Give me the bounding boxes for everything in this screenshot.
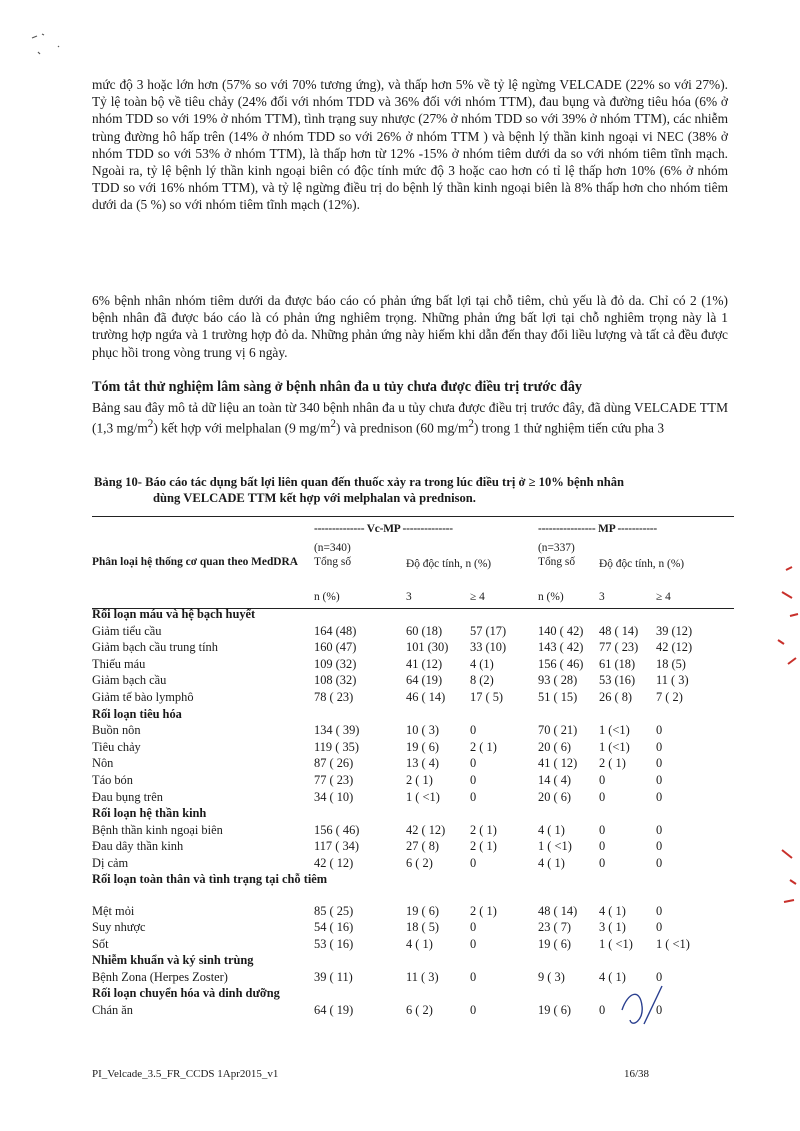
cell-mp-grade4: 0	[656, 839, 663, 854]
table-category-row	[92, 952, 752, 969]
cell-vc-grade3: 13 ( 4)	[406, 756, 440, 771]
handwritten-pen-mark	[618, 980, 678, 1040]
cell-mp-grade3: 0	[599, 839, 606, 854]
row-label: Mệt mỏi	[92, 903, 135, 918]
header-toxicity-vc: Độ độc tính, n (%)	[406, 558, 492, 570]
cell-vc-total: 64 ( 19)	[314, 1003, 354, 1018]
n-vc-mp: (n=340)	[314, 542, 351, 554]
cell-mp-total: 20 ( 6)	[538, 739, 572, 754]
cell-mp-total: 51 ( 15)	[538, 689, 578, 704]
cell-vc-total: 134 ( 39)	[314, 723, 360, 738]
cell-vc-total: 87 ( 26)	[314, 756, 354, 771]
row-label: Buồn nôn	[92, 723, 141, 738]
cell-mp-grade4: 0	[656, 789, 663, 804]
header-total-vc: Tổng số	[314, 556, 352, 568]
header-toxicity-mp: Độ độc tính, n (%)	[599, 558, 685, 570]
cell-mp-total: 41 ( 12)	[538, 756, 578, 771]
section-title: Tóm tắt thử nghiệm lâm sàng ở bệnh nhân đa u tủy chưa được điều trị trước đây	[92, 379, 583, 395]
scan-speck-mark	[28, 30, 68, 60]
row-label: Đau bụng trên	[92, 789, 163, 804]
cell-vc-grade3: 101 (30)	[406, 640, 449, 655]
cell-mp-total: 156 ( 46)	[538, 656, 584, 671]
table-row	[92, 789, 752, 806]
cell-vc-grade4: 4 (1)	[470, 656, 494, 671]
cell-vc-total: 108 (32)	[314, 673, 357, 688]
cell-mp-total: 143 ( 42)	[538, 640, 584, 655]
row-label: Táo bón	[92, 772, 133, 787]
cell-mp-grade3: 0	[599, 772, 606, 787]
cell-mp-grade4: 18 (5)	[656, 656, 686, 671]
cell-mp-grade3: 1 (<1)	[599, 723, 630, 738]
cell-mp-grade3: 77 ( 23)	[599, 640, 639, 655]
row-label: Thiếu máu	[92, 656, 146, 671]
cell-mp-total: 1 ( <1)	[538, 839, 572, 854]
cell-mp-total: 93 ( 28)	[538, 673, 578, 688]
cell-mp-grade3: 4 ( 1)	[599, 969, 626, 984]
cell-mp-grade3: 3 ( 1)	[599, 920, 626, 935]
red-stamp-fragment	[772, 560, 800, 680]
cell-vc-total: 156 ( 46)	[314, 822, 360, 837]
header-grade4-mp: ≥ 4	[656, 591, 671, 603]
paragraph-study-description: Bảng sau đây mô tả dữ liệu an toàn từ 340 bệnh nhân đa u tủy chưa được điều trị trước đây, đã dùng VELCADE TTM (1,3 $mg/m^2$) kết hợp với melphalan (9 $mg/m^2$) và prednison (60 $mg/m^2$) trong 1 thử nghiệm tiến cứu pha 3	[92, 400, 728, 436]
table-category-row	[92, 872, 752, 903]
cell-mp-grade4: 7 ( 2)	[656, 689, 683, 704]
n-mp: (n=337)	[538, 542, 575, 554]
cell-mp-total: 9 ( 3)	[538, 969, 565, 984]
category-label: Nhiễm khuẩn và ký sinh trùng	[92, 953, 254, 968]
cell-mp-grade3: 0	[599, 822, 606, 837]
cell-mp-grade4: 42 (12)	[656, 640, 693, 655]
cell-vc-grade3: 6 ( 2)	[406, 1003, 433, 1018]
cell-vc-total: 164 (48)	[314, 623, 357, 638]
category-label: Rối loạn máu và hệ bạch huyết	[92, 607, 256, 621]
category-label: Rối loạn tiêu hóa	[92, 706, 182, 721]
cell-mp-grade3: 0	[599, 1003, 606, 1018]
cell-vc-total: 85 ( 25)	[314, 903, 354, 918]
cell-mp-total: 4 ( 1)	[538, 855, 565, 870]
table-row	[92, 838, 752, 855]
red-stamp-fragment-lower	[776, 840, 800, 920]
category-label: Rối loạn chuyển hóa và dinh dưỡng	[92, 986, 280, 1001]
cell-vc-grade4: 0	[470, 772, 477, 787]
cell-vc-grade3: 10 ( 3)	[406, 723, 440, 738]
cell-mp-grade4: 0	[656, 723, 663, 738]
cell-mp-grade4: 39 (12)	[656, 623, 693, 638]
cell-vc-grade4: 0	[470, 1003, 477, 1018]
cell-mp-total: 4 ( 1)	[538, 822, 565, 837]
row-label: Bệnh thần kinh ngoại biên	[92, 822, 223, 837]
row-label: Nôn	[92, 756, 114, 771]
cell-vc-grade3: 11 ( 3)	[406, 969, 439, 984]
cell-mp-grade4: 0	[656, 822, 663, 837]
cell-mp-total: 19 ( 6)	[538, 1003, 572, 1018]
cell-mp-grade4: 0	[656, 756, 663, 771]
cell-vc-grade3: 46 ( 14)	[406, 689, 446, 704]
cell-mp-grade4: 0	[656, 855, 663, 870]
table-category-row	[92, 805, 752, 822]
cell-mp-total: 14 ( 4)	[538, 772, 572, 787]
cell-mp-grade4: 0	[656, 920, 663, 935]
footer-page-number: 16/38	[624, 1068, 650, 1080]
cell-mp-grade3: 61 (18)	[599, 656, 636, 671]
table-category-row	[92, 606, 752, 623]
table-row	[92, 822, 752, 839]
row-label: Suy nhược	[92, 920, 146, 935]
row-label: Chán ăn	[92, 1003, 133, 1018]
table-row	[92, 623, 752, 640]
group-header-vc-mp: -------------- Vc-MP --------------	[314, 523, 453, 535]
table-row	[92, 919, 752, 936]
cell-mp-total: 140 ( 42)	[538, 623, 584, 638]
cell-mp-grade3: 2 ( 1)	[599, 756, 626, 771]
cell-mp-grade3: 4 ( 1)	[599, 903, 626, 918]
cell-vc-grade4: 0	[470, 789, 477, 804]
table-row	[92, 936, 752, 953]
cell-mp-grade3: 53 (16)	[599, 673, 636, 688]
category-label: Rối loạn toàn thân và tình trạng tại chỗ tiêm	[92, 871, 328, 886]
table-row	[92, 772, 752, 789]
row-label: Tiêu chảy	[92, 739, 141, 754]
cell-vc-grade4: 2 ( 1)	[470, 739, 497, 754]
cell-vc-grade4: 0	[470, 723, 477, 738]
cell-mp-grade3: 0	[599, 789, 606, 804]
cell-vc-grade3: 19 ( 6)	[406, 739, 440, 754]
header-grade3-mp: 3	[599, 591, 605, 603]
cell-mp-grade4: 1 ( <1)	[656, 936, 690, 951]
table-top-rule	[92, 516, 734, 517]
cell-vc-grade4: 8 (2)	[470, 673, 494, 688]
header-soc: Phân loại hệ thống cơ quan theo MedDRA	[92, 556, 298, 568]
cell-vc-total: 39 ( 11)	[314, 969, 353, 984]
cell-mp-total: 48 ( 14)	[538, 903, 578, 918]
table-row	[92, 722, 752, 739]
group-header-mp: ---------------- MP -----------	[538, 523, 657, 535]
cell-vc-total: 77 ( 23)	[314, 772, 354, 787]
cell-vc-grade3: 41 (12)	[406, 656, 443, 671]
cell-vc-grade3: 2 ( 1)	[406, 772, 433, 787]
table-row	[92, 672, 752, 689]
row-label: Dị cảm	[92, 855, 129, 870]
cell-mp-grade3: 0	[599, 855, 606, 870]
header-npct-mp: n (%)	[538, 591, 564, 603]
cell-mp-total: 70 ( 21)	[538, 723, 578, 738]
cell-vc-grade3: 1 ( <1)	[406, 789, 440, 804]
row-label: Giảm tế bào lymphô	[92, 689, 194, 704]
row-label: Đau dây thần kinh	[92, 839, 184, 854]
paragraph-results-comparison: mức độ 3 hoặc lớn hơn (57% so với 70% tương ứng), và thấp hơn 5% về tỷ lệ ngừng VELCADE (22% so với 27%). Tỷ lệ toàn bộ về tiêu chảy (24% đối với nhóm TDD và 36% đối với nhóm TTM), đau bụng và đường tiêu hóa (6% ở nhóm TDD so với 19% ở nhóm TTM), tình trạng suy nhược (27% ở nhóm TDD so với 39% ở nhóm TTM), các nhiễm trùng đường hô hấp trên (14% ở nhóm TDD so với 26% ở nhóm TTM ) và bệnh lý thần kinh ngoại vi NEC (38% ở nhóm TDD so với 53% ở nhóm TTM), là thấp hơn từ 12% -15% ở nhóm tiêm dưới da so với nhóm tiêm tĩnh mạch. Ngoài ra, tỷ lệ bệnh lý thần kinh ngoại biên có độc tính mức độ 3 hoặc cao hơn có tỉ lệ thấp hơn 10% (6% ở nhóm TDD so với 16% nhóm TTM), và tỷ lệ ngừng điều trị do bệnh lý thần kinh ngoại biên là 8% thấp hơn cho nhóm tiêm dưới da (5 %) so với nhóm tiêm tĩnh mạch (12%).	[92, 77, 728, 213]
cell-vc-grade4: 2 ( 1)	[470, 822, 497, 837]
cell-vc-grade4: 2 ( 1)	[470, 903, 497, 918]
cell-vc-total: 160 (47)	[314, 640, 357, 655]
footer-document-id: PI_Velcade_3.5_FR_CCDS 1Apr2015_v1	[92, 1068, 279, 1080]
cell-vc-grade4: 0	[470, 855, 477, 870]
table-row	[92, 903, 752, 920]
cell-vc-grade3: 60 (18)	[406, 623, 443, 638]
cell-mp-grade4: 0	[656, 969, 663, 984]
cell-vc-total: 34 ( 10)	[314, 789, 354, 804]
cell-mp-grade3: 1 ( <1)	[599, 936, 633, 951]
cell-vc-grade3: 6 ( 2)	[406, 855, 433, 870]
cell-mp-grade4: 11 ( 3)	[656, 673, 689, 688]
cell-vc-grade4: 0	[470, 969, 477, 984]
cell-vc-grade3: 64 (19)	[406, 673, 443, 688]
paragraph-injection-site-reactions: 6% bệnh nhân nhóm tiêm dưới da được báo cáo có phản ứng bất lợi tại chỗ tiêm, chủ yếu là đỏ da. Chỉ có 2 (1%) bệnh nhân đã được báo cáo là có phản ứng nghiêm trọng. Những phản ứng bất lợi tại chỗ nghiêm trọng này là 1 trường hợp ngứa và 1 trường hợp đỏ da. Những phản ứng này hiếm khi dẫn đến thay đổi liều lượng và tất cả đều được phục hồi trong vòng trung vị 6 ngày.	[92, 293, 728, 360]
header-total-mp: Tổng số	[538, 556, 576, 568]
category-label: Rối loạn hệ thần kinh	[92, 806, 207, 821]
cell-mp-grade3: 1 (<1)	[599, 739, 630, 754]
cell-vc-total: 78 ( 23)	[314, 689, 354, 704]
cell-mp-grade4: 0	[656, 1003, 663, 1018]
cell-vc-grade3: 27 ( 8)	[406, 839, 440, 854]
cell-vc-total: 117 ( 34)	[314, 839, 359, 854]
cell-vc-grade3: 42 ( 12)	[406, 822, 446, 837]
table-row	[92, 855, 752, 872]
cell-vc-total: 54 ( 16)	[314, 920, 354, 935]
cell-vc-grade4: 0	[470, 936, 477, 951]
header-grade3-vc: 3	[406, 591, 412, 603]
adverse-events-table-body	[92, 606, 752, 1019]
cell-mp-total: 19 ( 6)	[538, 936, 572, 951]
cell-vc-grade3: 18 ( 5)	[406, 920, 440, 935]
cell-mp-total: 23 ( 7)	[538, 920, 572, 935]
cell-vc-grade4: 0	[470, 756, 477, 771]
row-label: Giảm tiểu cầu	[92, 623, 162, 638]
cell-mp-grade3: 48 ( 14)	[599, 623, 639, 638]
cell-vc-total: 119 ( 35)	[314, 739, 359, 754]
table-category-row	[92, 706, 752, 723]
header-npct-vc: n (%)	[314, 591, 340, 603]
cell-vc-grade4: 57 (17)	[470, 623, 507, 638]
table-row	[92, 639, 752, 656]
table-row	[92, 689, 752, 706]
cell-mp-grade4: 0	[656, 739, 663, 754]
table-row	[92, 755, 752, 772]
cell-vc-grade4: 17 ( 5)	[470, 689, 504, 704]
cell-vc-total: 42 ( 12)	[314, 855, 354, 870]
row-label: Sốt	[92, 936, 109, 951]
cell-mp-grade4: 0	[656, 772, 663, 787]
cell-vc-total: 109 (32)	[314, 656, 357, 671]
cell-vc-total: 53 ( 16)	[314, 936, 354, 951]
cell-mp-grade4: 0	[656, 903, 663, 918]
row-label: Giảm bạch cầu trung tính	[92, 640, 218, 655]
table-caption: Bảng 10- Báo cáo tác dụng bất lợi liên quan đến thuốc xảy ra trong lúc điều trị ở ≥ 10% bệnh nhân dùng VELCADE TTM kết hợp với melphalan và prednison.	[94, 475, 625, 505]
cell-vc-grade3: 19 ( 6)	[406, 903, 440, 918]
cell-vc-grade4: 2 ( 1)	[470, 839, 497, 854]
cell-mp-total: 20 ( 6)	[538, 789, 572, 804]
table-row	[92, 656, 752, 673]
table-row	[92, 739, 752, 756]
header-grade4-vc: ≥ 4	[470, 591, 485, 603]
row-label: Giảm bạch cầu	[92, 673, 167, 688]
cell-vc-grade4: 33 (10)	[470, 640, 507, 655]
cell-vc-grade3: 4 ( 1)	[406, 936, 433, 951]
row-label: Bệnh Zona (Herpes Zoster)	[92, 969, 228, 984]
cell-mp-grade3: 26 ( 8)	[599, 689, 633, 704]
cell-vc-grade4: 0	[470, 920, 477, 935]
